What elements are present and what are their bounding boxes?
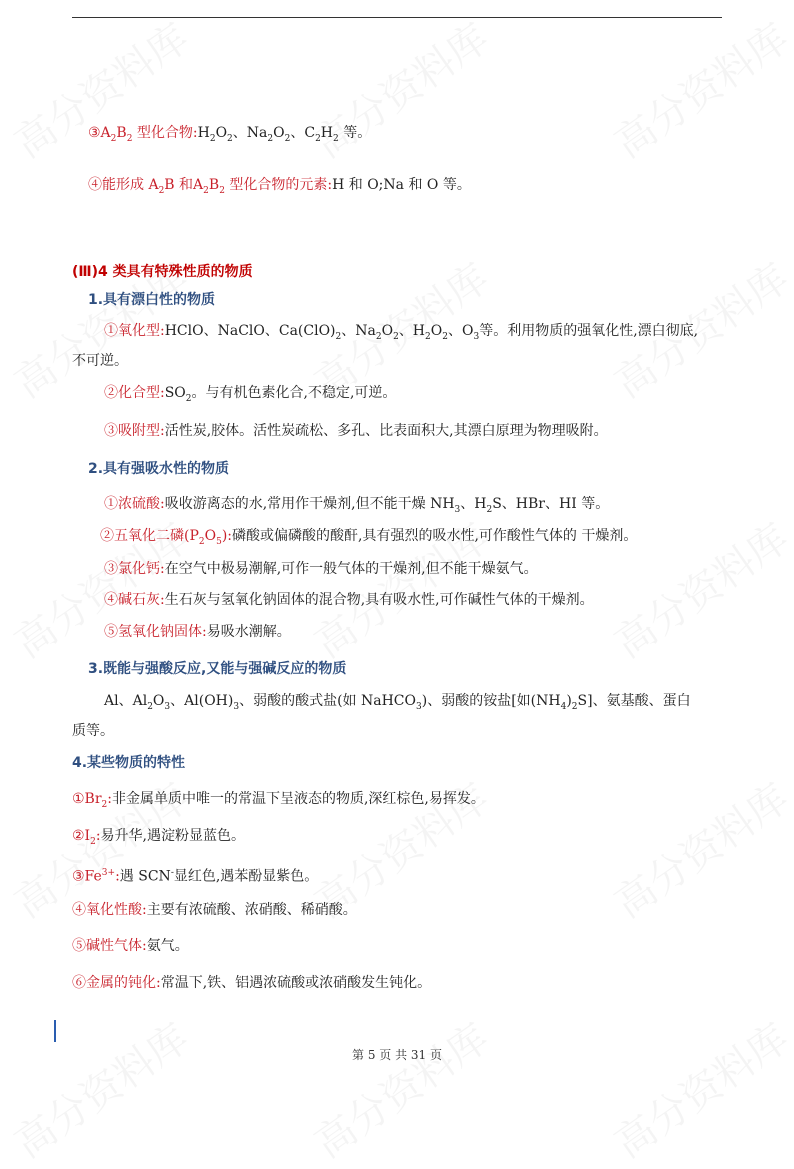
body-text: 2 <box>185 393 192 404</box>
body-text: 3 <box>164 701 171 712</box>
line-ab2-compounds <box>88 124 371 148</box>
term-label: 3+ <box>101 868 116 878</box>
line-oxidizing-type-cont <box>72 352 128 370</box>
body-text: O <box>273 125 285 141</box>
body-text: S、HBr、HI 等。 <box>492 496 610 512</box>
line-adsorption-type <box>104 422 608 440</box>
page-footer: 第 5 页 共 31 页 <box>352 1048 442 1062</box>
term-label: 2 <box>110 133 117 144</box>
body-text: 、Na <box>232 125 268 141</box>
header-rule <box>72 17 722 18</box>
body-text: 4 <box>560 701 567 712</box>
line-bromine <box>72 790 485 814</box>
heading-text: 3.既能与强酸反应,又能与强碱反应的物质 <box>88 661 347 677</box>
body-text: 3 <box>473 331 480 342</box>
body-text: O <box>430 323 443 339</box>
line-section-iii-heading <box>72 263 253 281</box>
body-text: 易吸水潮解。 <box>206 624 291 640</box>
body-text: Al、Al <box>104 693 148 709</box>
line-amphoteric-list-cont <box>72 722 114 740</box>
term-label: 2 <box>219 185 225 196</box>
line-amphoteric-list <box>104 692 691 716</box>
body-text: 2 <box>147 701 153 712</box>
term-label: 5 <box>216 536 222 547</box>
line-soda-lime <box>104 591 594 609</box>
body-text: 非金属单质中唯一的常温下呈液态的物质,深红棕色,易挥发。 <box>111 791 485 807</box>
heading-text: 4.某些物质的特性 <box>72 755 186 771</box>
body-text: 氨气。 <box>146 938 189 954</box>
body-text: O <box>381 323 394 339</box>
term-label: ⑤氢氧化钠固体: <box>104 624 207 640</box>
line-basic-gas <box>72 937 189 955</box>
term-label: ②化合型: <box>104 385 165 401</box>
term-label: 2 <box>158 185 165 196</box>
term-label: ②I <box>72 828 91 844</box>
body-text: 2 <box>315 133 321 144</box>
heading-text: (Ⅲ)4 类具有特殊性质的物质 <box>72 264 253 280</box>
body-text: 2 <box>425 331 431 342</box>
body-text: 2 <box>267 133 274 144</box>
term-label: ③Fe <box>72 868 102 885</box>
body-text: 磷酸或偏磷酸的酸酐,具有强烈的吸水性,可作酸性气体的 干燥剂。 <box>232 528 638 544</box>
body-text: 2 <box>375 331 382 342</box>
body-text: H <box>197 125 210 141</box>
body-text: 显红色,遇苯酚显紫色。 <box>173 868 319 885</box>
term-label: B <box>208 177 220 193</box>
body-text: 易升华,遇淀粉显蓝色。 <box>100 828 245 844</box>
body-text: 在空气中极易潮解,可作一般气体的干燥剂,但不能干燥氨气。 <box>164 561 538 577</box>
term-label: ①浓硫酸: <box>104 496 165 512</box>
body-text: 2 <box>486 504 493 515</box>
body-text: 生石灰与氢氧化钠固体的混合物,具有吸水性,可作碱性气体的干燥剂。 <box>164 592 594 608</box>
term-label: 型化合物: <box>132 125 198 141</box>
term-label: B 和A <box>164 177 204 193</box>
body-text: 、Al(OH) <box>170 693 234 709</box>
term-label: ⑥金属的钝化: <box>72 975 161 991</box>
watermark <box>602 768 794 929</box>
line-oxidizing-type <box>104 322 698 346</box>
term-label: O <box>204 528 217 544</box>
body-text: 2 <box>227 133 233 144</box>
term-label: ①Br <box>72 791 102 807</box>
body-text: 3 <box>233 701 240 712</box>
body-text: S]、氨基酸、蛋白 <box>577 693 691 709</box>
body-text: 活性炭,胶体。活性炭疏松、多孔、比表面积大,其漂白原理为物理吸附。 <box>164 423 608 439</box>
body-text: 、O <box>447 323 474 339</box>
term-label: ④碱石灰: <box>104 592 165 608</box>
body-text: 遇 SCN <box>119 868 171 885</box>
body-text: 2 <box>335 331 342 342</box>
term-label: B <box>116 125 127 141</box>
body-text: )、弱酸的铵盐[如(NH <box>421 693 561 709</box>
term-label: ③氯化钙: <box>104 561 165 577</box>
term-label: 2 <box>101 799 108 810</box>
body-text: 2 <box>442 331 448 342</box>
body-text: 主要有浓硫酸、浓硝酸、稀硝酸。 <box>146 902 357 918</box>
line-sodium-hydroxide <box>104 623 291 641</box>
line-combining-type <box>104 384 396 408</box>
term-label: ④能形成 A <box>88 177 159 193</box>
line-a2b-elements <box>88 176 471 200</box>
text-cursor <box>54 1020 56 1042</box>
body-text: 2 <box>333 133 339 144</box>
body-text: H 和 O;Na 和 O 等。 <box>332 177 471 193</box>
body-text: 、H <box>398 323 426 339</box>
term-label: : <box>95 828 101 844</box>
heading-text: 2.具有强吸水性的物质 <box>88 461 230 477</box>
line-subheading-bleaching <box>88 291 215 309</box>
body-text: SO <box>164 385 186 401</box>
body-text: - <box>170 868 174 878</box>
line-conc-sulfuric-acid <box>104 495 609 519</box>
term-label: ④氧化性酸: <box>72 902 147 918</box>
body-text: 等。 <box>338 125 372 141</box>
heading-text: 1.具有漂白性的物质 <box>88 292 216 308</box>
body-text: 2 <box>571 701 578 712</box>
line-phosphorus-pentoxide <box>100 527 637 551</box>
body-text: 质等。 <box>72 723 114 739</box>
body-text: HClO、NaClO、Ca(ClO) <box>164 323 336 339</box>
watermark <box>602 8 794 169</box>
line-passivation <box>72 974 431 992</box>
term-label: ①氧化型: <box>104 323 165 339</box>
body-text: 2 <box>284 133 291 144</box>
term-label: ②五氧化二磷(P <box>100 528 199 544</box>
line-subheading-amphoteric <box>88 660 346 678</box>
term-label: ⑤碱性气体: <box>72 938 147 954</box>
body-text: 3 <box>416 701 422 712</box>
term-label: 2 <box>90 836 96 847</box>
body-text: 2 <box>393 331 399 342</box>
term-label: 2 <box>126 133 133 144</box>
body-text: 、弱酸的酸式盐(如 NaHCO <box>239 693 416 709</box>
body-text: 常温下,铁、铝遇浓硫酸或浓硝酸发生钝化。 <box>160 975 432 991</box>
watermark <box>2 1008 199 1169</box>
body-text: 。与有机色素化合,不稳定,可逆。 <box>191 385 397 401</box>
body-text: O <box>215 125 228 141</box>
line-oxidizing-acids <box>72 901 357 919</box>
body-text: 3 <box>454 504 461 515</box>
body-text: 、H <box>460 496 487 512</box>
term-label: : <box>115 868 120 885</box>
term-label: 2 <box>203 185 209 196</box>
line-iodine <box>72 827 245 851</box>
term-label: 2 <box>198 536 205 547</box>
body-text: 吸收游离态的水,常用作干燥剂,但不能干燥 NH <box>164 496 455 512</box>
watermark <box>302 1008 499 1169</box>
watermark <box>602 1008 794 1169</box>
term-label: ③吸附型: <box>104 423 165 439</box>
body-text: ) <box>566 693 572 709</box>
line-subheading-water-absorbing <box>88 460 229 478</box>
line-calcium-chloride <box>104 560 538 578</box>
term-label: ): <box>221 528 233 544</box>
term-label: ③A <box>88 125 111 141</box>
line-iron-iii <box>72 864 318 886</box>
body-text: H <box>320 125 334 141</box>
term-label: 型化合物的元素: <box>224 177 333 193</box>
body-text: 2 <box>209 133 216 144</box>
body-text: 不可逆。 <box>72 353 128 369</box>
body-text: 、Na <box>341 323 376 339</box>
body-text: 、C <box>290 125 316 141</box>
line-subheading-properties <box>72 754 185 772</box>
body-text: O <box>152 693 165 709</box>
term-label: : <box>107 791 112 807</box>
body-text: 等。利用物质的强氧化性,漂白彻底, <box>479 323 699 339</box>
